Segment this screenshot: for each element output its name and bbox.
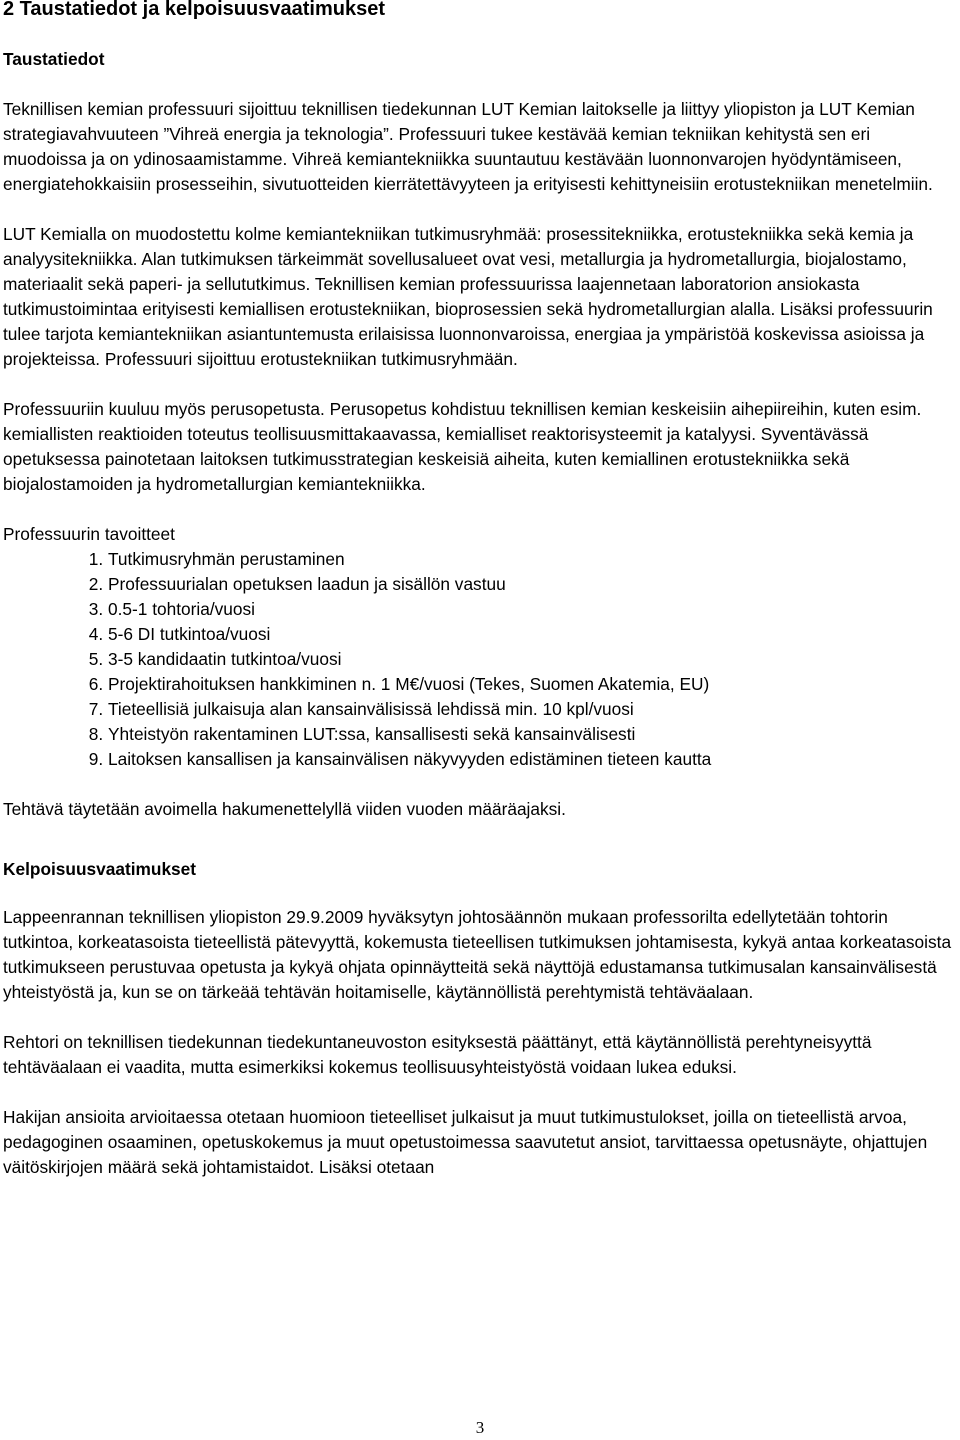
goals-title: Professuurin tavoitteet	[3, 524, 175, 544]
page-number: 3	[475, 1418, 485, 1437]
goal-item: 4. 5-6 DI tutkintoa/vuosi	[108, 622, 957, 647]
goal-item: 7. Tieteellisiä julkaisuja alan kansainvälisissä lehdissä min. 10 kpl/vuosi	[108, 697, 957, 722]
goal-item: 1. Tutkimusryhmän perustaminen	[108, 547, 957, 572]
goal-item: 5. 3-5 kandidaatin tutkintoa/vuosi	[108, 647, 957, 672]
goal-item: 8. Yhteistyön rakentaminen LUT:ssa, kansallisesti sekä kansainvälisesti	[108, 722, 957, 747]
paragraph-rector-decision: Rehtori on teknillisen tiedekunnan tiedekuntaneuvoston esityksestä päättänyt, että käytännöllistä perehtyneisyyttä tehtäväalaan ei vaadita, mutta esimerkiksi kokemus teollisuusyhteistyöstä voidaan lukea eduksi.	[3, 1032, 872, 1077]
paragraph-research-groups: LUT Kemialla on muodostettu kolme kemiantekniikan tutkimusryhmää: prosessitekniikka, erotustekniikka sekä kemia ja analyysitekniikka. Alan tutkimuksen tärkeimmät sovellusalueet ovat vesi, metallurgia ja hydrometallurgia, biojalostamo, materiaalit sekä paperi- ja sellututkimus. Teknillisen kemian professuurissa laajennetaan laboratorion ansiokasta tutkimustoimintaa erityisesti kemiallisen erotustekniikan, bioprosessien sekä hydrometallurgian alalla. Lisäksi professuurin tulee tarjota kemiantekniikan asiantuntemusta erilaisissa luonnonvaroissa, energiaa ja ympäristöä koskevissa asioissa ja projekteissa. Professuuri sijoittuu erotustekniikan tutkimusryhmään.	[3, 224, 933, 369]
goal-item: 6. Projektirahoituksen hankkiminen n. 1 M€/vuosi (Tekes, Suomen Akatemia, EU)	[108, 672, 957, 697]
goal-item: 9. Laitoksen kansallisen ja kansainvälisen näkyvyyden edistäminen tieteen kautta	[108, 747, 957, 772]
chapter-heading: 2 Taustatiedot ja kelpoisuusvaatimukset	[3, 0, 385, 20]
paragraph-requirements: Lappeenrannan teknillisen yliopiston 29.9.2009 hyväksytyn johtosäännön mukaan professorilta edellytetään tohtorin tutkintoa, korkeatasoista tieteellistä pätevyyttä, kokemusta tieteellisen tutkimuksen johtamisesta, kykyä antaa korkeatasoista tutkimukseen perustuvaa opetusta ja kykyä ohjata opinnäytteitä sekä näyttöjä edustamansa tutkimusalan kansainvälisestä yhteistyöstä ja, kun se on tärkeää tehtävän hoitamiselle, käytännöllistä perehtymistä tehtäväalaan.	[3, 907, 952, 1002]
goal-item: 3. 0.5-1 tohtoria/vuosi	[108, 597, 957, 622]
paragraph-fixed-term: Tehtävä täytetään avoimella hakumenettelyllä viiden vuoden määräajaksi.	[3, 799, 566, 819]
section-title-kelpoisuusvaatimukset: Kelpoisuusvaatimukset	[3, 859, 197, 879]
goals-list	[3, 547, 957, 772]
section-title-taustatiedot: Taustatiedot	[3, 49, 105, 69]
paragraph-teaching: Professuuriin kuuluu myös perusopetusta. Perusopetus kohdistuu teknillisen kemian keskeisiin aihepiireihin, kuten esim. kemiallisten reaktioiden toteutus teollisuusmittakaavassa, kemialliset reaktorisysteemit ja katalyysi. Syventävässä opetuksessa painotetaan laitoksen tutkimusstrategian keskeisiä aiheita, kuten kemiallinen erotustekniikka sekä biojalostamoiden ja hydrometallurgian kemiantekniikka.	[3, 399, 922, 494]
paragraph-evaluation: Hakijan ansioita arvioitaessa otetaan huomioon tieteelliset julkaisut ja muut tutkimustulokset, joilla on tieteellistä arvoa, pedagoginen osaaminen, opetuskokemus ja muut opetustoimessa saavutetut ansiot, tarvittaessa opetusnäyte, ohjattujen väitöskirjojen määrä sekä johtamistaidot. Lisäksi otetaan	[3, 1107, 928, 1177]
goal-item: 2. Professuurialan opetuksen laadun ja sisällön vastuu	[108, 572, 957, 597]
document-page	[3, 0, 957, 1180]
paragraph-intro: Teknillisen kemian professuuri sijoittuu teknillisen tiedekunnan LUT Kemian laitokselle ja liittyy yliopiston ja LUT Kemian strategiavahvuuteen ”Vihreä energia ja teknologia”. Professuuri tukee kestävää kemian tekniikan kehitystä sen eri muodoissa ja on ydinosaamistamme. Vihreä kemiantekniikka suuntautuu kestävään luonnonvarojen hyödyntämiseen, energiatehokkaisiin prosesseihin, sivutuotteiden kierrätettävyyteen ja erityisesti kehittyneisiin erotustekniikan menetelmiin.	[3, 99, 933, 194]
